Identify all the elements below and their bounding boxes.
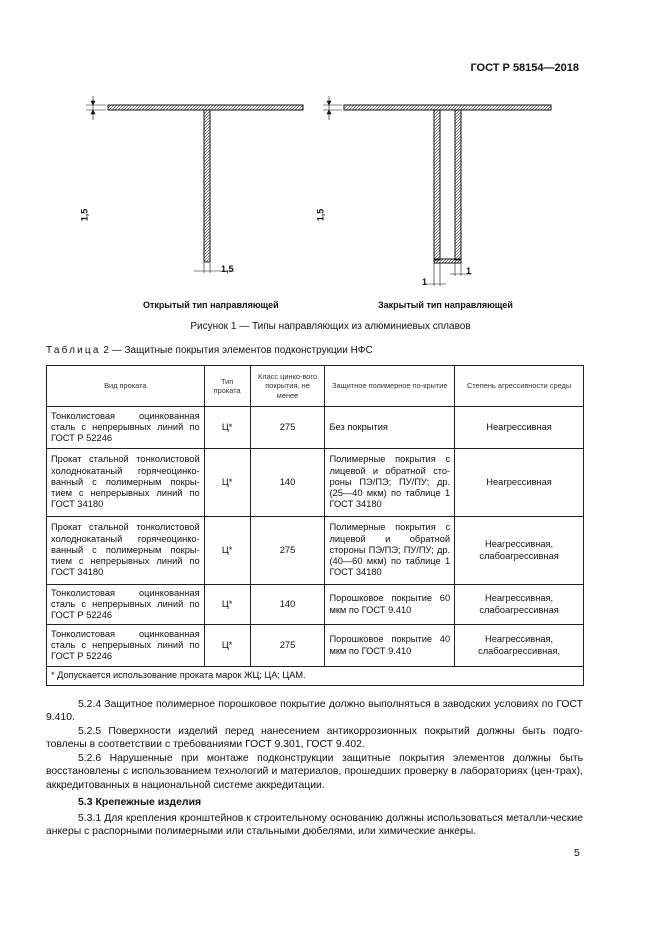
cell-step: Неагрессивная, слабоагрессивная — [455, 585, 584, 625]
cell-klass: 140 — [250, 585, 325, 625]
cell-step: Неагрессивная, слабоагрессивная — [455, 517, 584, 585]
cell-vid: Тонколистовая оцинкованная сталь с непрерывных линий по ГОСТ Р 52246 — [47, 625, 205, 667]
cell-pokr: Полимерные покрытия с лицевой и обратной стороны ПЭ/ПЭ; ПУ/ПУ; др. (40—60 мкм) по таблице 1 ГОСТ 34180 — [325, 517, 455, 585]
dim-left-bottom: 1,5 — [221, 264, 234, 274]
header-klass: Класс цинко-вого покрытия, не менее — [250, 366, 325, 407]
cell-klass: 275 — [250, 625, 325, 667]
cell-step: Неагрессивная, слабоагрессивная, — [455, 625, 584, 667]
cell-tip: Ц* — [204, 625, 250, 667]
dim-left-top: 1,5 — [79, 208, 90, 222]
table-note-row — [47, 667, 584, 686]
cell-vid: Прокат стальной тонколистовой холоднокатаный горячеоцинко-ванный с полимерным покры-тием с непрерывных линий по ГОСТ 34180 — [47, 449, 205, 517]
table-title-prefix: Таблица — [46, 345, 101, 356]
header-vid: Вид проката — [47, 366, 205, 407]
cell-tip: Ц* — [204, 517, 250, 585]
cell-pokr: Без покрытия — [325, 407, 455, 449]
cell-vid: Прокат стальной тонколистовой холоднокатаный горячеоцинко-ванный с полимерным покры-тием с непрерывных линий по ГОСТ 34180 — [47, 517, 205, 585]
open-guide-caption: Открытый тип направляющей — [143, 300, 279, 310]
cell-vid: Тонколистовая оцинкованная сталь с непрерывных линий по ГОСТ Р 52246 — [47, 585, 205, 625]
table-header-row — [47, 366, 584, 407]
closed-guide-profile — [344, 105, 551, 263]
cell-klass: 275 — [250, 407, 325, 449]
table-row — [47, 625, 584, 667]
paragraph-5-2-6: 5.2.6 Нарушенные при монтаже подконструкции защитные покрытия элементов должны быть восстановлены с использованием технологий и материалов, прошедших проверку в лабораториях (цен-трах), аккредитованных в национальной системе аккредитации. — [46, 753, 583, 791]
header-pokr: Защитное полимерное по-крытие — [325, 366, 455, 407]
table-note: * Допускается использование проката марок ЖЦ; ЦА; ЦАМ. — [47, 667, 584, 686]
paragraph-5-2-4: 5.2.4 Защитное полимерное порошковое покрытие должно выполняться в заводских условиях по ГОСТ 9.410. — [46, 699, 583, 724]
header-step: Степень агрессивности среды — [455, 366, 584, 407]
paragraph-5-2-5: 5.2.5 Поверхности изделий перед нанесением антикоррозионных покрытий должны быть подго-товлены в соответствии с требованиями ГОСТ 9.301, ГОСТ 9.402. — [46, 726, 583, 751]
table-row — [47, 407, 584, 449]
header-tip: Тип проката — [204, 366, 250, 407]
document-code: ГОСТ Р 58154—2018 — [470, 62, 579, 74]
cell-tip: Ц* — [204, 407, 250, 449]
closed-guide-caption: Закрытый тип направляющей — [378, 300, 513, 310]
table-row — [47, 585, 584, 625]
section-heading-5-3: 5.3 Крепежные изделия — [78, 796, 202, 808]
cell-klass: 275 — [250, 517, 325, 585]
dim-right-bottom-right: 1 — [466, 266, 472, 276]
figure-guide-types — [0, 90, 661, 320]
open-guide-dimensions — [86, 96, 234, 273]
cell-klass: 140 — [250, 449, 325, 517]
closed-guide-dimensions — [323, 96, 472, 286]
figure-title: Рисунок 1 — Типы направляющих из алюминиевых сплавов — [190, 321, 471, 332]
protective-coatings-table — [46, 365, 584, 686]
cell-tip: Ц* — [204, 449, 250, 517]
table-row — [47, 449, 584, 517]
paragraph-5-3-1: 5.3.1 Для крепления кронштейнов к строительному основанию должны использоваться металли-ческие анкеры с распорными полимерными или стальными дюбелями, или химические анкеры. — [46, 813, 583, 838]
dim-right-bottom-left: 1 — [422, 277, 428, 287]
page-number: 5 — [574, 847, 580, 859]
open-guide-profile — [108, 105, 303, 262]
table-row — [47, 517, 584, 585]
cell-step: Неагрессивная — [455, 449, 584, 517]
guide-profiles-drawing — [0, 90, 661, 320]
table-title-text: 2 — Защитные покрытия элементов подконструкции НФС — [103, 345, 373, 356]
cell-vid: Тонколистовая оцинкованная сталь с непрерывных линий по ГОСТ Р 52246 — [47, 407, 205, 449]
cell-tip: Ц* — [204, 585, 250, 625]
dim-right-top: 1,5 — [315, 208, 326, 222]
cell-step: Неагрессивная — [455, 407, 584, 449]
cell-pokr: Порошковое покрытие 60 мкм по ГОСТ 9.410 — [325, 585, 455, 625]
table-title — [46, 345, 373, 356]
cell-pokr: Порошковое покрытие 40 мкм по ГОСТ 9.410 — [325, 625, 455, 667]
cell-pokr: Полимерные покрытия с лицевой и обратной сто-роны ПЭ/ПЭ; ПУ/ПУ; др. (25—40 мкм) по таблице 1 ГОСТ 34180 — [325, 449, 455, 517]
